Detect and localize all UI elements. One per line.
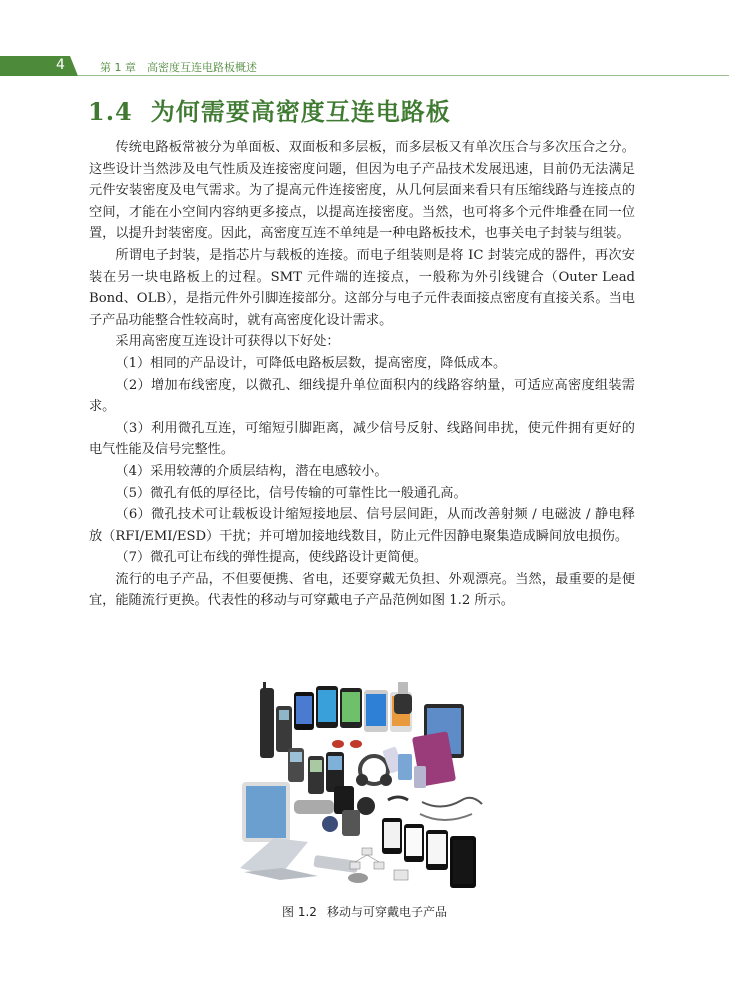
list-item: （7）微孔可让布线的弹性提高，使线路设计更简便。 (115, 550, 428, 566)
paragraph: 所谓电子封装，是指芯片与载板的连接。而电子组装则是将 IC 封装完成的器件，再次安装在另一块电路板上的过程。SMT 元件端的连接点，一般称为外引线键合（Outer Lead Bond、OLB），是指元件外引脚连接部分。这部分与电子元件表面接点密度有直接关系。当电子产品功能整合性较高时，就有高密度化设计需求。 (89, 247, 635, 328)
devices-collage-image (238, 682, 490, 894)
list-item: （4）采用较薄的介质层结构，潜在电感较小。 (115, 463, 388, 479)
page-number: 4 (56, 57, 65, 73)
paragraph: 流行的电子产品，不但要便携、省电，还要穿戴无负担、外观漂亮。当然，最重要的是便宜，能随流行更换。代表性的移动与可穿戴电子产品范例如图 1.2 所示。 (89, 571, 635, 609)
body-text (89, 137, 635, 612)
list-item: （5）微孔有低的厚径比，信号传输的可靠性比一般通孔高。 (115, 485, 467, 501)
chapter-title: 第 1 章 高密度互连电路板概述 (100, 61, 257, 74)
paragraph: 传统电路板常被分为单面板、双面板和多层板，而多层板又有单次压合与多次压合之分。这些设计当然涉及电气性质及连接密度问题，但因为电子产品技术发展迅速，目前仍无法满足元件安装密度及电气需求。为了提高元件连接密度，从几何层面来看只有压缩线路与连接点的空间，才能在小空间内容纳更多接点，以提高连接密度。当然，也可将多个元件堆叠在同一位置，以提升封装密度。因此，高密度互连不单纯是一种电路板技术，也事关电子封装与组装。 (89, 140, 635, 242)
header-rule (78, 75, 729, 76)
list-item: （2）增加布线密度，以微孔、细线提升单位面积内的线路容纳量，可适应高密度组装需求。 (89, 377, 635, 415)
list-item: （1）相同的产品设计，可降低电路板层数，提高密度，降低成本。 (115, 355, 507, 371)
figure-caption-text: 移动与可穿戴电子产品 (326, 905, 447, 919)
section-title: 为何需要高密度互连电路板 (150, 97, 451, 126)
running-header (0, 56, 729, 76)
section-heading (88, 92, 451, 127)
list-item: （6）微孔技术可让载板设计缩短接地层、信号层间距，从而改善射频 / 电磁波 / 静电释放（RFI/EMI/ESD）干扰；并可增加接地线数目，防止元件因静电聚集造成瞬间放电损伤。 (89, 507, 635, 544)
list-item: （3）利用微孔互连，可缩短引脚距离，减少信号反射、线路间串扰，使元件拥有更好的电气性能及信号完整性。 (89, 420, 635, 458)
paragraph: 采用高密度互连设计可获得以下好处： (115, 334, 340, 350)
figure-caption (0, 903, 729, 920)
figure-number: 图 1.2 (282, 905, 317, 919)
section-number: 1.4 (88, 97, 133, 126)
header-tab (0, 56, 78, 76)
